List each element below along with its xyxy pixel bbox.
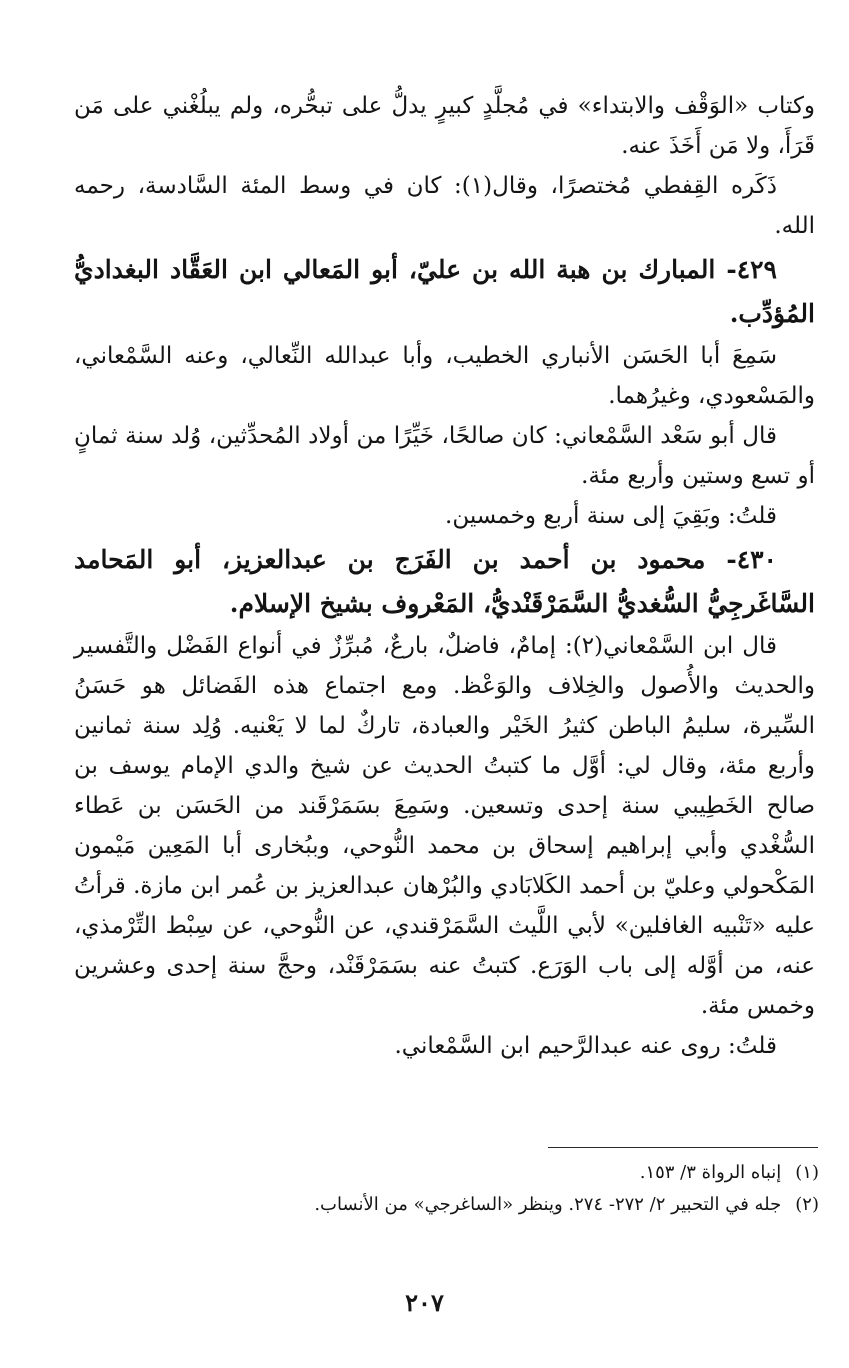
footnote-text: جله في التحبير ٢/ ٢٧٢- ٢٧٤. وينظر «الساغرجي» من الأنساب. bbox=[314, 1194, 782, 1215]
entry-heading-429: ٤٢٩- المبارك بن هبة الله بن عليّ، أبو المَعالي ابن العَقَّاد البغداديُّ المُؤدِّب. bbox=[74, 255, 815, 328]
paragraph-biography: قال ابن السَّمْعاني(٢): إمامٌ، فاضلٌ، بارعٌ، مُبرِّزٌ في أنواع الفَضْل والتَّفسير والحديث والأُصول والخِلاف والوَعْظ. ومع اجتماع هذه الفَضائل هو حَسَنُ السِّيرة، سليمُ الباطن كثيرُ الخَيْر والعبادة، تاركٌ لما لا يَعْنيه. وُلِد سنة ثمانين وأربع مئة، وقال لي: أوَّل ما كتبتُ الحديث عن شيخ والدي الإمام يوسف بن صالح الخَطِيبي سنة إحدى وتسعين. وسَمِعَ بسَمَرْقَند من الحَسَن بن عَطاء السُّغْدي وأبي إبراهيم إسحاق بن محمد النُّوحي، وببُخارى أبا المَعِين مَيْمون المَكْحولي وعليّ بن أحمد الكَلابَادي والبُرْهان عبدالعزيز بن عُمر ابن مازة. قرأتُ عليه «تَنْبيه الغافلين» لأبي اللَّيث السَّمَرْقندي، عن النُّوحي، عن سِبْط التِّرْمذي، عنه، من أوَّله إلى باب الوَرَع. كتبتُ عنه بسَمَرْقَنْد، وحجَّ سنة إحدى وعشرين وخمس مئة. bbox=[74, 633, 815, 1019]
footnote-1 bbox=[74, 1161, 819, 1185]
paragraph-narrated: قلتُ: روى عنه عبدالرَّحيم ابن السَّمْعاني. bbox=[394, 1033, 777, 1059]
footnote-divider bbox=[548, 1147, 818, 1148]
footnotes bbox=[74, 1161, 819, 1225]
entry-heading-430: ٤٣٠- محمود بن أحمد بن الفَرَج بن عبدالعزيز، أبو المَحامد السَّاغَرجِيُّ السُّغديُّ السَّمَرْقَنْديُّ، المَعْروف بشيخ الإسلام. bbox=[74, 545, 815, 618]
paragraph-remained: قلتُ: وبَقِيَ إلى سنة أربع وخمسين. bbox=[445, 503, 777, 529]
footnote-text: إنباه الرواة ٣/ ١٥٣. bbox=[639, 1162, 782, 1183]
paragraph-qifti-note: ذَكَره القِفطي مُختصرًا، وقال(١): كان في وسط المئة السَّادسة، رحمه الله. bbox=[74, 173, 815, 239]
footnote-number: (٢) bbox=[795, 1194, 819, 1215]
footnote-number: (١) bbox=[795, 1162, 819, 1183]
page-number: ٢٠٧ bbox=[405, 1288, 444, 1317]
paragraph-heard-from: سَمِعَ أبا الحَسَن الأنباري الخطيب، وأبا عبدالله النِّعالي، وعنه السَّمْعاني، والمَسْعودي، وغيرُهما. bbox=[74, 343, 815, 409]
footnote-2 bbox=[74, 1193, 819, 1217]
main-text bbox=[74, 86, 815, 1066]
paragraph-wakf-book: وكتاب «الوَقْف والابتداء» في مُجلَّدٍ كبيرٍ يدلُّ على تبحُّره، ولم يبلُغْني على مَن قَرَأَ، ولا مَن أَخَذَ عنه. bbox=[74, 93, 815, 159]
paragraph-samani-quote: قال أبو سَعْد السَّمْعاني: كان صالحًا، خَيِّرًا من أولاد المُحدِّثين، وُلد سنة ثمانٍ أو تسع وستين وأربع مئة. bbox=[74, 423, 815, 489]
